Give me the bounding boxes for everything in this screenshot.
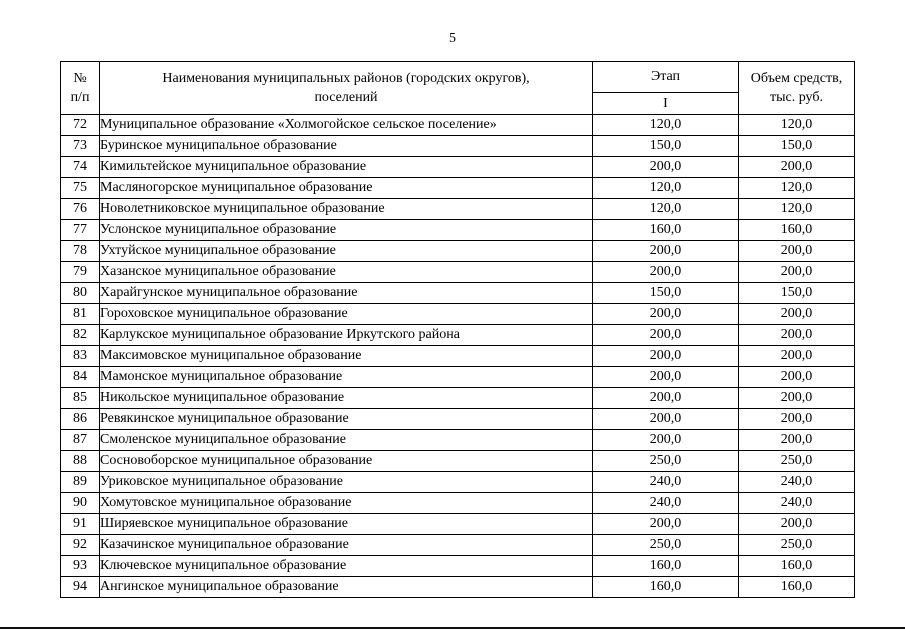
table-row (61, 409, 855, 430)
row-name: Никольское муниципальное образование (100, 388, 593, 409)
row-stage-value: 200,0 (593, 157, 739, 178)
table-row (61, 472, 855, 493)
row-volume-value: 240,0 (739, 472, 855, 493)
row-number: 90 (61, 493, 100, 514)
row-volume-value: 200,0 (739, 367, 855, 388)
table-row (61, 535, 855, 556)
row-stage-value: 150,0 (593, 136, 739, 157)
header-name (100, 62, 593, 115)
table-row (61, 325, 855, 346)
header-volume-line-2: тыс. руб. (770, 90, 823, 105)
row-name: Максимовское муниципальное образование (100, 346, 593, 367)
table-row (61, 178, 855, 199)
row-number: 88 (61, 451, 100, 472)
table-row (61, 157, 855, 178)
row-number: 89 (61, 472, 100, 493)
table-row (61, 283, 855, 304)
table-row (61, 220, 855, 241)
row-stage-value: 200,0 (593, 514, 739, 535)
row-stage-value: 120,0 (593, 178, 739, 199)
row-volume-value: 200,0 (739, 241, 855, 262)
header-number-line-2: п/п (70, 90, 90, 105)
table-row (61, 430, 855, 451)
row-stage-value: 150,0 (593, 283, 739, 304)
row-number: 87 (61, 430, 100, 451)
page-number: 5 (449, 31, 456, 46)
row-volume-value: 200,0 (739, 409, 855, 430)
row-stage-value: 200,0 (593, 346, 739, 367)
row-volume-value: 120,0 (739, 199, 855, 220)
row-stage-value: 200,0 (593, 409, 739, 430)
row-number: 84 (61, 367, 100, 388)
row-stage-value: 160,0 (593, 577, 739, 598)
row-number: 93 (61, 556, 100, 577)
header-name-line-1: Наименования муниципальных районов (городских округов), (162, 71, 530, 86)
table-row (61, 514, 855, 535)
table-row (61, 346, 855, 367)
row-volume-value: 150,0 (739, 136, 855, 157)
row-number: 80 (61, 283, 100, 304)
row-name: Сосновоборское муниципальное образование (100, 451, 593, 472)
row-stage-value: 160,0 (593, 220, 739, 241)
row-volume-value: 150,0 (739, 283, 855, 304)
row-volume-value: 250,0 (739, 535, 855, 556)
header-volume (739, 62, 855, 115)
row-number: 73 (61, 136, 100, 157)
row-number: 82 (61, 325, 100, 346)
table-row (61, 388, 855, 409)
row-number: 86 (61, 409, 100, 430)
header-number (61, 62, 100, 115)
row-name: Ангинское муниципальное образование (100, 577, 593, 598)
row-name: Уриковское муниципальное образование (100, 472, 593, 493)
row-name: Ключевское муниципальное образование (100, 556, 593, 577)
row-stage-value: 200,0 (593, 325, 739, 346)
row-stage-value: 160,0 (593, 556, 739, 577)
scan-edge-line (0, 627, 905, 629)
row-number: 92 (61, 535, 100, 556)
row-volume-value: 200,0 (739, 346, 855, 367)
row-volume-value: 160,0 (739, 220, 855, 241)
row-volume-value: 120,0 (739, 115, 855, 136)
row-volume-value: 200,0 (739, 157, 855, 178)
header-volume-line-1: Объем средств, (750, 71, 843, 86)
row-name: Новолетниковское муниципальное образование (100, 199, 593, 220)
row-volume-value: 200,0 (739, 262, 855, 283)
row-volume-value: 240,0 (739, 493, 855, 514)
table-row (61, 451, 855, 472)
row-name: Смоленское муниципальное образование (100, 430, 593, 451)
header-name-line-2: поселений (314, 90, 378, 105)
row-number: 72 (61, 115, 100, 136)
table-row (61, 241, 855, 262)
table-row (61, 493, 855, 514)
row-volume-value: 160,0 (739, 577, 855, 598)
header-stage-label: Этап (650, 69, 681, 84)
row-stage-value: 240,0 (593, 472, 739, 493)
table-row (61, 136, 855, 157)
row-number: 75 (61, 178, 100, 199)
row-name: Муниципальное образование «Холмогойское сельское поселение» (100, 115, 593, 136)
row-number: 83 (61, 346, 100, 367)
row-number: 85 (61, 388, 100, 409)
row-volume-value: 200,0 (739, 430, 855, 451)
table-row (61, 262, 855, 283)
table-row (61, 556, 855, 577)
row-name: Хазанское муниципальное образование (100, 262, 593, 283)
row-name: Ревякинское муниципальное образование (100, 409, 593, 430)
row-volume-value: 160,0 (739, 556, 855, 577)
row-stage-value: 200,0 (593, 304, 739, 325)
row-name: Ухтуйское муниципальное образование (100, 241, 593, 262)
table-body (61, 115, 855, 598)
table-row (61, 115, 855, 136)
row-stage-value: 200,0 (593, 262, 739, 283)
row-number: 81 (61, 304, 100, 325)
row-stage-value: 120,0 (593, 199, 739, 220)
header-stage (593, 62, 739, 93)
row-number: 76 (61, 199, 100, 220)
table-row (61, 304, 855, 325)
row-name: Карлукское муниципальное образование Иркутского района (100, 325, 593, 346)
table-row (61, 199, 855, 220)
row-volume-value: 200,0 (739, 304, 855, 325)
row-name: Буринское муниципальное образование (100, 136, 593, 157)
row-number: 79 (61, 262, 100, 283)
row-name: Хомутовское муниципальное образование (100, 493, 593, 514)
row-volume-value: 200,0 (739, 388, 855, 409)
row-name: Масляногорское муниципальное образование (100, 178, 593, 199)
row-name: Мамонское муниципальное образование (100, 367, 593, 388)
row-stage-value: 200,0 (593, 430, 739, 451)
row-name: Кимильтейское муниципальное образование (100, 157, 593, 178)
row-number: 77 (61, 220, 100, 241)
row-name: Харайгунское муниципальное образование (100, 283, 593, 304)
row-number: 78 (61, 241, 100, 262)
row-stage-value: 250,0 (593, 535, 739, 556)
row-stage-value: 200,0 (593, 241, 739, 262)
row-stage-value: 240,0 (593, 493, 739, 514)
header-stage-number: I (593, 93, 739, 115)
row-volume-value: 250,0 (739, 451, 855, 472)
row-volume-value: 200,0 (739, 325, 855, 346)
row-number: 91 (61, 514, 100, 535)
row-name: Ширяевское муниципальное образование (100, 514, 593, 535)
row-stage-value: 200,0 (593, 388, 739, 409)
table-row (61, 367, 855, 388)
row-stage-value: 120,0 (593, 115, 739, 136)
table-header-row (61, 62, 855, 93)
row-stage-value: 200,0 (593, 367, 739, 388)
row-number: 94 (61, 577, 100, 598)
header-number-line-1: № (73, 71, 87, 86)
row-name: Гороховское муниципальное образование (100, 304, 593, 325)
row-volume-value: 120,0 (739, 178, 855, 199)
row-name: Услонское муниципальное образование (100, 220, 593, 241)
row-stage-value: 250,0 (593, 451, 739, 472)
row-volume-value: 200,0 (739, 514, 855, 535)
table-row (61, 577, 855, 598)
row-name: Казачинское муниципальное образование (100, 535, 593, 556)
budget-table (60, 61, 855, 598)
row-number: 74 (61, 157, 100, 178)
